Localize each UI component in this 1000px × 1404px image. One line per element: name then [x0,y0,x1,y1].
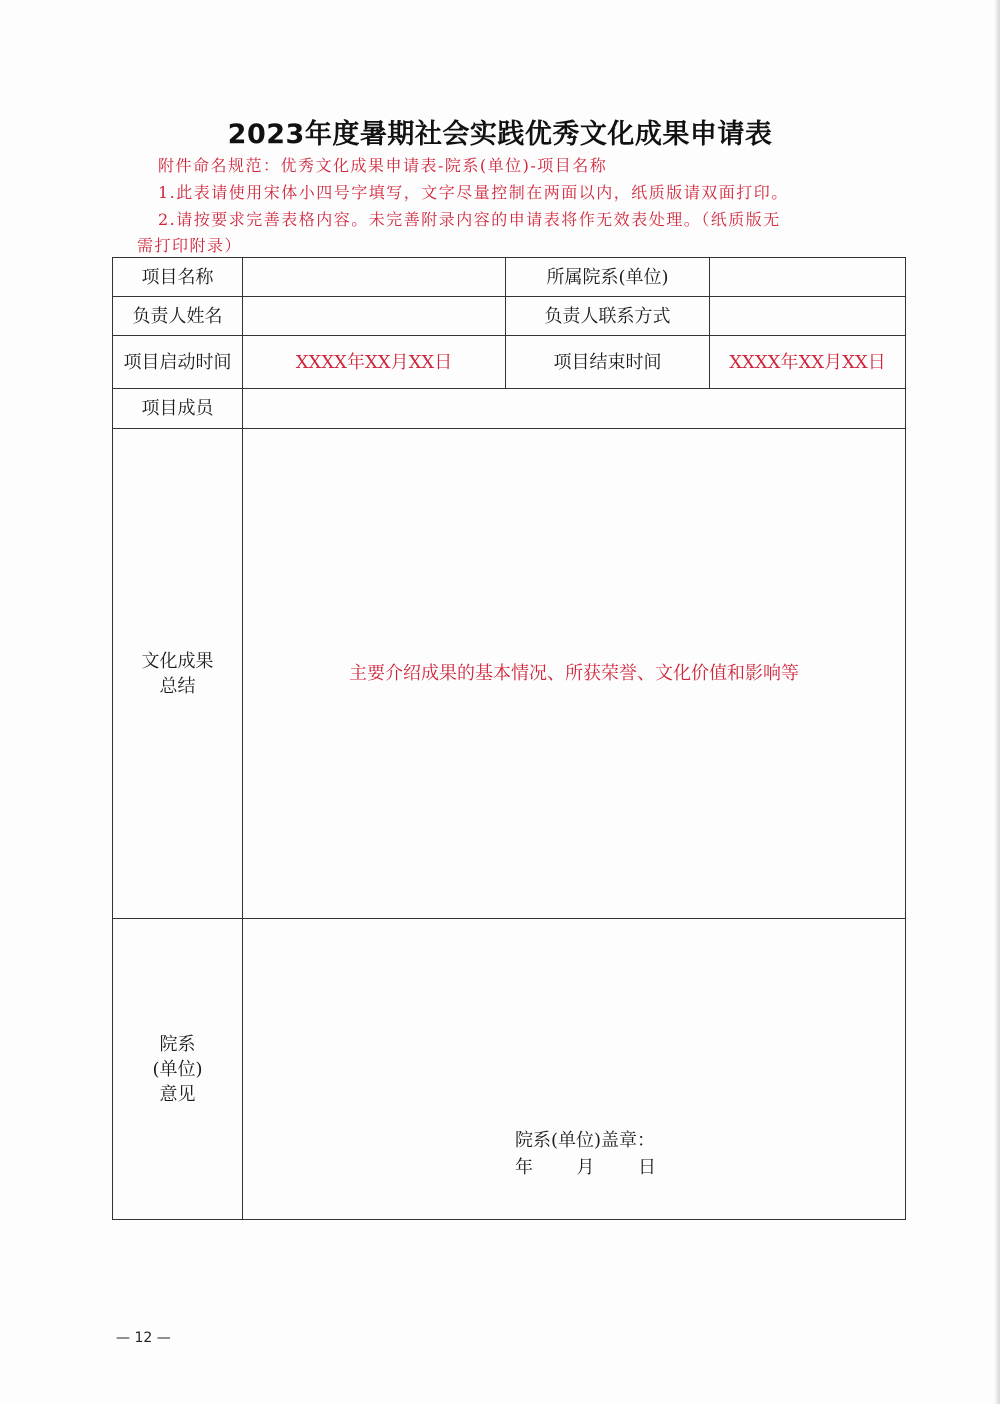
page-edge-shadow [994,0,1000,1404]
end-time-field[interactable]: XXXX年XX月XX日 [710,336,906,389]
department-label: 所属院系(单位) [506,258,710,297]
summary-label-line1: 文化成果 [141,650,214,672]
summary-placeholder: 主要介绍成果的基本情况、所获荣誉、文化价值和影响等 [349,663,799,684]
instruction-note-1: 1.此表请使用宋体小四号字填写，文字尽量控制在两面以内，纸质版请双面打印。 [158,183,789,202]
application-form-table [112,257,906,1220]
date-year: 年 [515,1157,533,1178]
table-row-leader [113,297,906,336]
page-title: 2023年度暑期社会实践优秀文化成果申请表 [227,119,773,150]
opinion-label-line3: 意见 [159,1083,196,1105]
date-month: 月 [576,1157,595,1178]
table-row-project-name [113,258,906,297]
leader-name-label: 负责人姓名 [113,297,243,336]
seal-block [515,1127,656,1181]
start-time-field[interactable]: XXXX年XX月XX日 [243,336,506,389]
summary-label [113,429,243,919]
leader-contact-field[interactable] [710,297,906,336]
summary-label-line2: 总结 [159,675,196,697]
table-row-members [113,389,906,429]
table-row-summary [113,429,906,919]
instruction-note-2-continued: 需打印附录） [137,236,243,255]
summary-field[interactable] [243,429,906,919]
seal-label: 院系(单位)盖章： [515,1130,656,1151]
end-time-label: 项目结束时间 [506,336,710,389]
date-line [515,1154,656,1181]
project-name-field[interactable] [243,258,506,297]
opinion-label-line2: (单位) [152,1058,203,1080]
project-name-label: 项目名称 [113,258,243,297]
members-field[interactable] [243,389,906,429]
opinion-label [113,919,243,1220]
opinion-field[interactable] [243,919,906,1220]
table-row-dates [113,336,906,389]
instruction-note-2: 2.请按要求完善表格内容。未完善附录内容的申请表将作无效表处理。（纸质版无 [158,210,781,229]
naming-rule-note: 附件命名规范：优秀文化成果申请表-院系(单位)-项目名称 [158,156,608,175]
page-number: — 12 — [116,1330,171,1346]
opinion-label-line1: 院系 [159,1033,196,1055]
table-row-opinion [113,919,906,1220]
department-field[interactable] [710,258,906,297]
date-day: 日 [637,1157,656,1178]
leader-contact-label: 负责人联系方式 [506,297,710,336]
start-time-label: 项目启动时间 [113,336,243,389]
members-label: 项目成员 [113,389,243,429]
leader-name-field[interactable] [243,297,506,336]
